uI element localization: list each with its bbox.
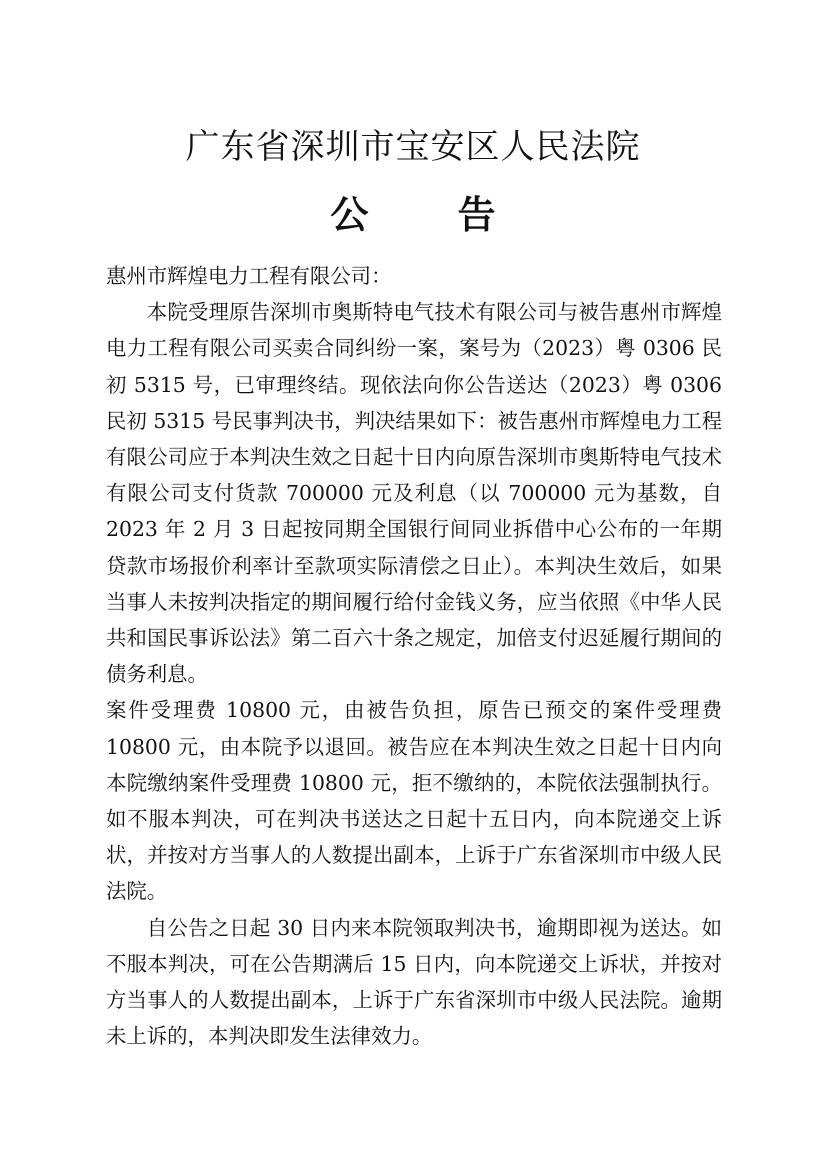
addressee: 惠州市辉煌电力工程有限公司： xyxy=(106,264,392,288)
court-fee-paragraph: 案件受理费 10800 元，由被告负担，原告已预交的案件受理费 10800 元，由本院予以退回。被告应在本判决生效之日起十日内向本院缴纳案件受理费 10800 元，拒不缴纳的，本院依法强制执行。如不服本判决，可在判决书送达之日起十五日内，向本院递交上诉状，并按对方当事人的人数提出副本，上诉于广东省深圳市中级人民法院。 xyxy=(106,698,722,904)
court-name: 广东省深圳市宝安区人民法院 xyxy=(185,127,641,167)
notice-body xyxy=(106,258,722,1054)
service-paragraph: 自公告之日起 30 日内来本院领取判决书，逾期即视为送达。如不服本判决，可在公告期满后 15 日内，向本院递交上诉状，并按对方当事人的人数提出副本，上诉于广东省深圳市中级人民法院。逾期未上诉的，本判决即发生法律效力。 xyxy=(106,915,722,1049)
judgment-paragraph: 本院受理原告深圳市奥斯特电气技术有限公司与被告惠州市辉煌电力工程有限公司买卖合同纠纷一案，案号为（2023）粤 0306 民初 5315 号，已审理终结。现依法向你公告送达（2023）粤 0306 民初 5315 号民事判决书，判决结果如下：被告惠州市辉煌电力工程有限公司应于本判决生效之日起十日内向原告深圳市奥斯特电气技术有限公司支付货款 700000 元及利息（以 700000 元为基数，自 2023 年 2 月 3 日起按同期全国银行间同业拆借中心公布的一年期贷款市场报价利率计至款项实际清偿之日止）。本判决生效后，如果当事人未按判决指定的期间履行给付金钱义务，应当依照《中华人民共和国民事诉讼法》第二百六十条之规定，加倍支付迟延履行期间的债务利息。 xyxy=(106,300,722,687)
document-title: 公 告 xyxy=(330,192,534,237)
